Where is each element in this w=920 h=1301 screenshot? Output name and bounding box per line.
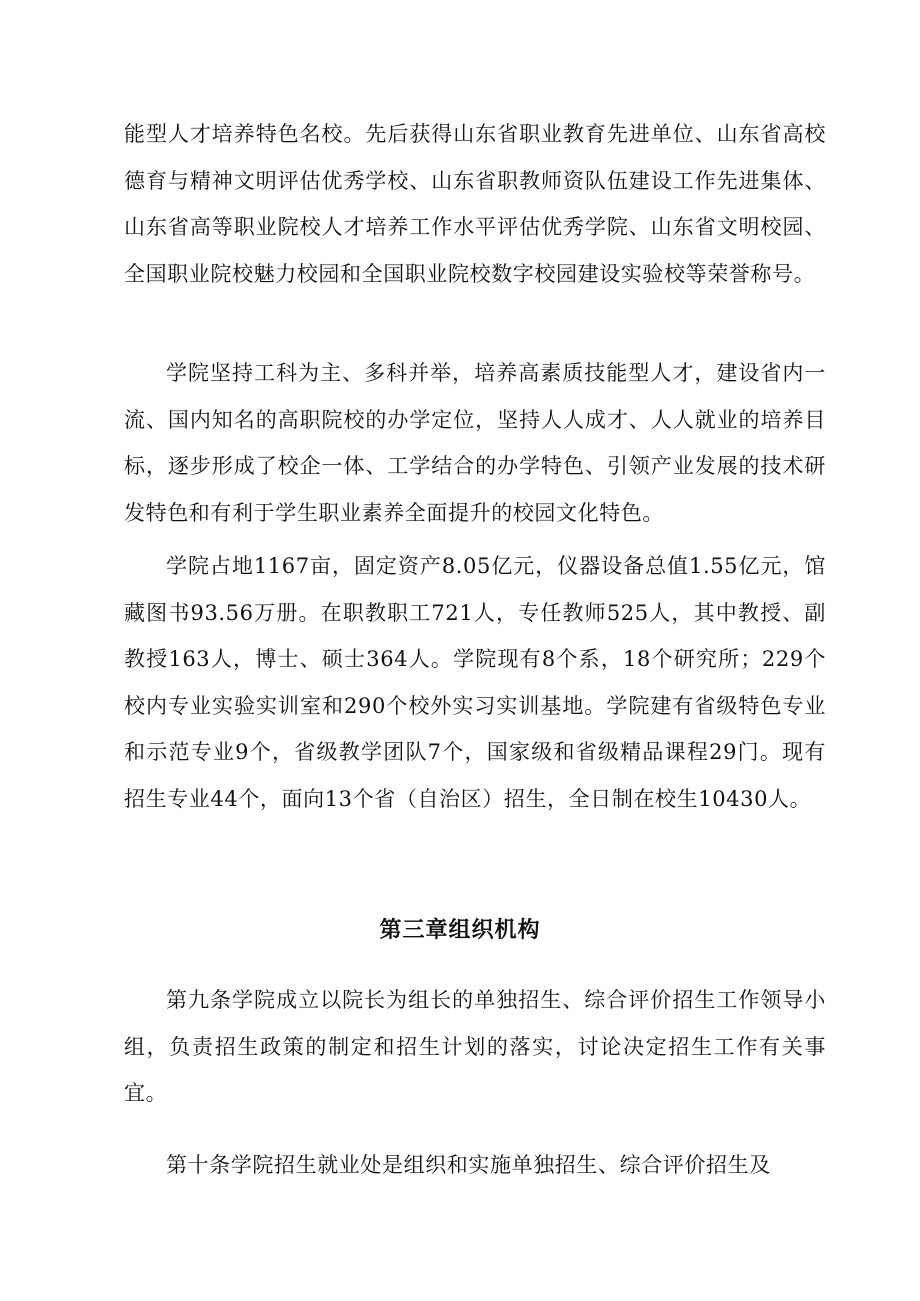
chapter-heading: 第三章组织机构 xyxy=(379,918,541,943)
article-nine: 第九条学院成立以院长为组长的单独招生、综合评价招生工作领导小组，负责招生政策的制定和招生计划的落实，讨论决定招生工作有关事宜。 xyxy=(124,988,826,1105)
paragraph-statistics: 学院占地1167亩，固定资产8.05亿元，仪器设备总值1.55亿元，馆藏图书93.56万册。在职教职工721人，专任教师525人，其中教授、副教授163人，博士、硕士364人。学院现有8个系，18个研究所；229个校内专业实验实训室和290个校外实习实训基地。学院建有省级特色专业和示范专业9个，省级教学团队7个，国家级和省级精品课程29门。现有招生专业44个，面向13个省（自治区）招生，全日制在校生10430人。 xyxy=(124,554,826,811)
article-ten: 第十条学院招生就业处是组织和实施单独招生、综合评价招生及 xyxy=(166,1153,771,1177)
paragraph-honors: 能型人才培养特色名校。先后获得山东省职业教育先进单位、山东省高校德育与精神文明评估优秀学校、山东省职教师资队伍建设工作先进集体、山东省高等职业院校人才培养工作水平评估优秀学院、山东省文明校园、全国职业院校魅力校园和全国职业院校数字校园建设实验校等荣誉称号。 xyxy=(124,122,826,286)
paragraph-positioning: 学院坚持工科为主、多科并举，培养高素质技能型人才，建设省内一流、国内知名的高职院校的办学定位，坚持人人成才、人人就业的培养目标，逐步形成了校企一体、工学结合的办学特色、引领产业发展的技术研发特色和有利于学生职业素养全面提升的校园文化特色。 xyxy=(124,361,826,525)
